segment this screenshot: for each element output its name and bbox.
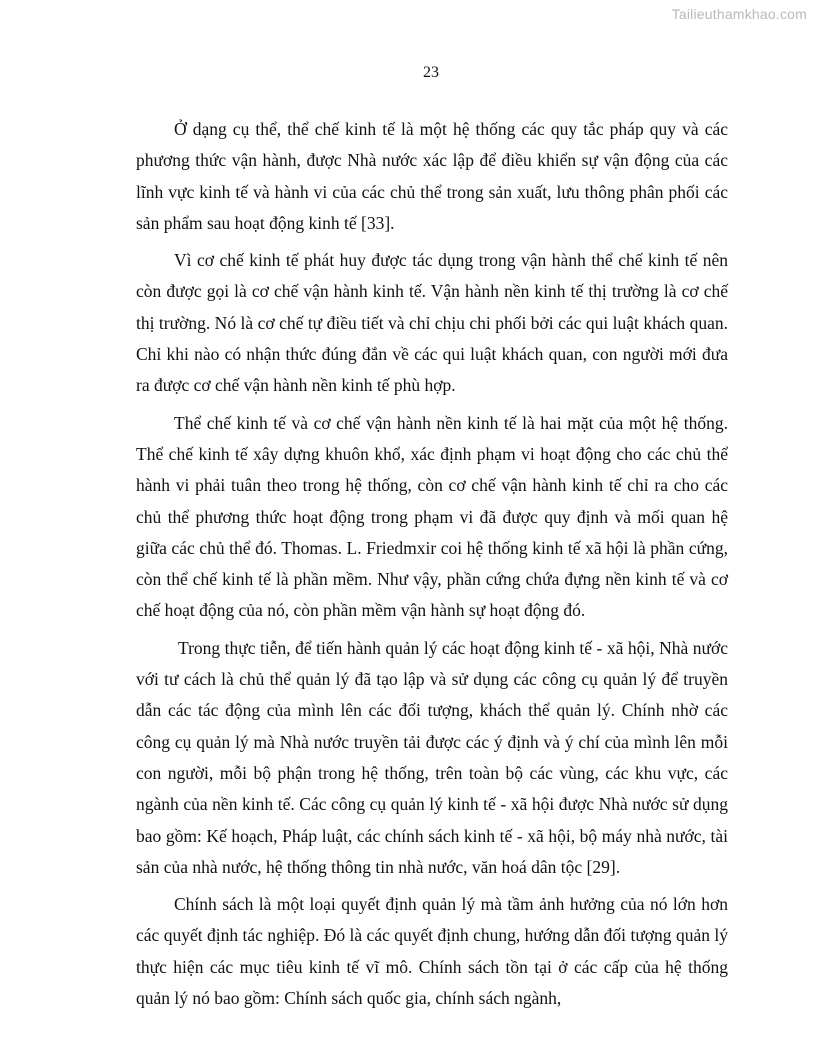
- paragraph: Chính sách là một loại quyết định quản lý mà tầm ảnh hưởng của nó lớn hơn các quyết định tác nghiệp. Đó là các quyết định chung, hướng dẫn đối tượng quản lý thực hiện các mục tiêu kinh tế vĩ mô. Chính sách tồn tại ở các cấp của hệ thống quản lý nó bao gồm: Chính sách quốc gia, chính sách ngành,: [136, 894, 728, 1009]
- document-body: [136, 114, 728, 1020]
- paragraph: Vì cơ chế kinh tế phát huy được tác dụng trong vận hành thể chế kinh tế nên còn được gọi là cơ chế vận hành kinh tế. Vận hành nền kinh tế thị trường là cơ chế thị trường. Nó là cơ chế tự điều tiết và chỉ chịu chi phối bởi các qui luật khách quan. Chỉ khi nào có nhận thức đúng đắn về các qui luật khách quan, con người mới đưa ra được cơ chế vận hành nền kinh tế phù hợp.: [136, 250, 728, 396]
- paragraph: Ở dạng cụ thể, thể chế kinh tế là một hệ thống các quy tắc pháp quy và các phương thức vận hành, được Nhà nước xác lập để điều khiển sự vận động của các lĩnh vực kinh tế và hành vi của các chủ thể trong sản xuất, lưu thông phân phối các sản phẩm sau hoạt động kinh tế [33].: [136, 119, 728, 233]
- paragraph: Thể chế kinh tế và cơ chế vận hành nền kinh tế là hai mặt của một hệ thống. Thể chế kinh tế xây dựng khuôn khổ, xác định phạm vi hoạt động cho các chủ thể hành vi phải tuân theo trong hệ thống, còn cơ chế vận hành kinh tế chỉ ra cho các chủ thể phương thức hoạt động trong phạm vi đã được quy định và mối quan hệ giữa các chủ thể đó. Thomas. L. Friedmxir coi hệ thống kinh tế xã hội là phần cứng, còn thể chế kinh tế là phần mềm. Như vậy, phần cứng chứa đựng nền kinh tế và cơ chế hoạt động của nó, còn phần mềm vận hành sự hoạt động đó.: [136, 412, 728, 621]
- watermark: Tailieuthamkhao.com: [671, 6, 807, 22]
- page-number: 23: [423, 64, 439, 81]
- paragraph: Trong thực tiễn, để tiến hành quản lý các hoạt động kinh tế - xã hội, Nhà nước với tư cách là chủ thể quản lý đã tạo lập và sử dụng các công cụ quản lý để truyền dẫn các tác động của mình lên các đối tượng, khách thể quản lý. Chính nhờ các công cụ quản lý mà Nhà nước truyền tải được các ý định và ý chí của mình lên mỗi con người, mỗi bộ phận trong hệ thống, trên toàn bộ các vùng, các khu vực, các ngành của nền kinh tế. Các công cụ quản lý kinh tế - xã hội được Nhà nước sử dụng bao gồm: Kế hoạch, Pháp luật, các chính sách kinh tế - xã hội, bộ máy nhà nước, tài sản của nhà nước, hệ thống thông tin nhà nước, văn hoá dân tộc [29].: [136, 637, 728, 877]
